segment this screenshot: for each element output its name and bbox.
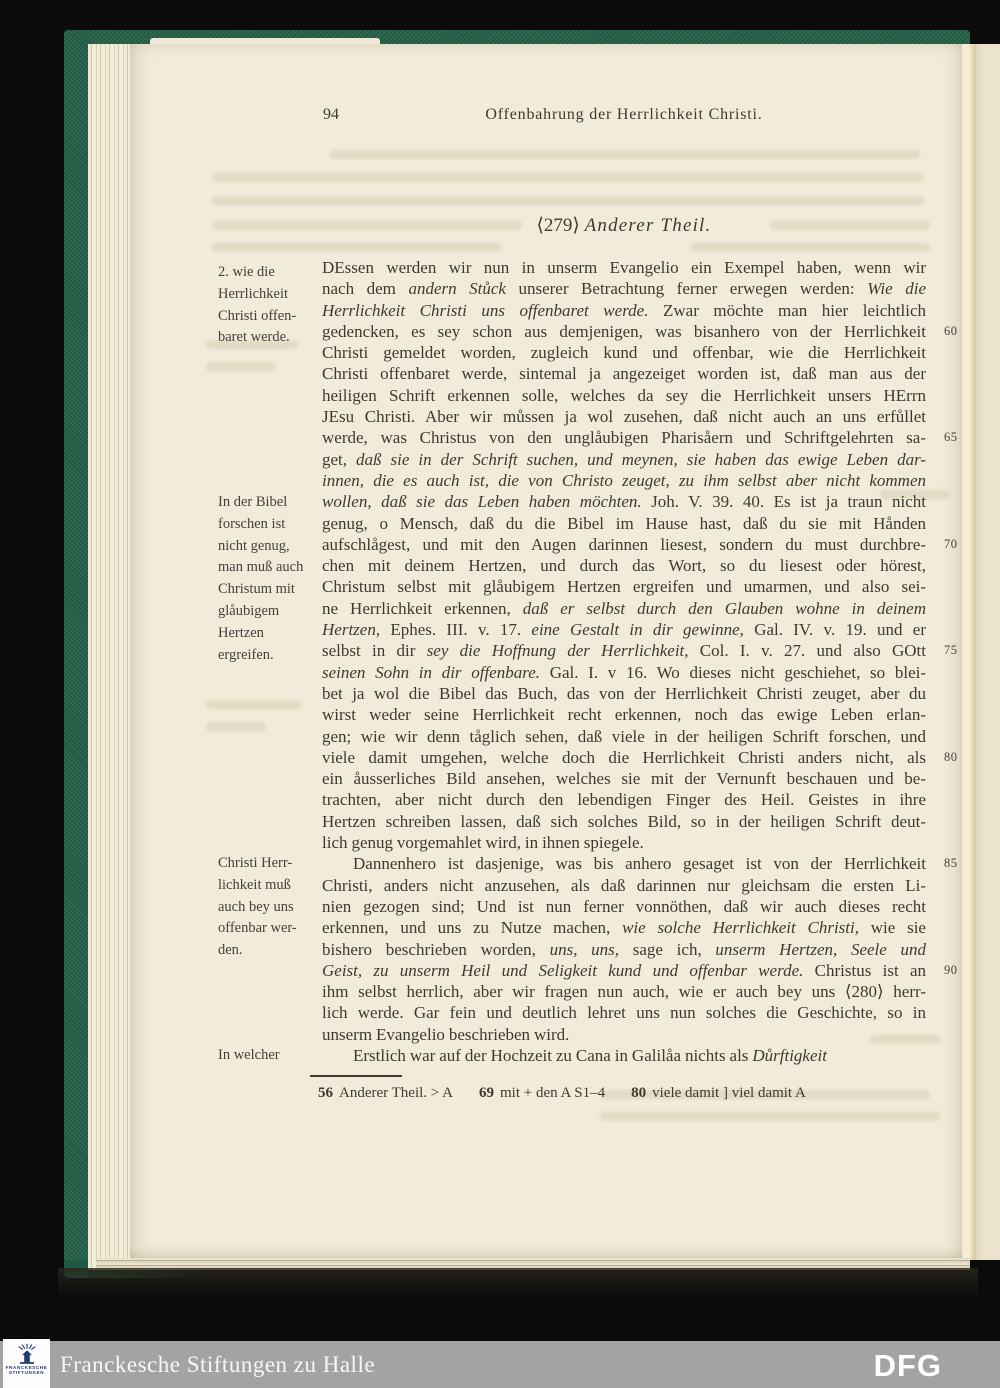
margin-note-line: den. bbox=[218, 942, 243, 959]
bleedthrough-smudge bbox=[690, 243, 930, 252]
margin-note bbox=[218, 262, 322, 349]
text-line: ne Herrlichkeit erkennen, daß er selbst durch den Glauben wohne in deinem bbox=[322, 598, 926, 618]
line-number: 70 bbox=[944, 536, 958, 551]
text-line: Christum selbst mit glåubigem Hertzen ergreifen und umarmen, und also sei- bbox=[322, 577, 926, 597]
section-title: Anderer Theil. bbox=[584, 215, 712, 236]
apparatus-entry: 69 mit + den A S1–4 bbox=[479, 1085, 606, 1101]
margin-note-line: man muß auch bbox=[218, 559, 304, 576]
text-line: bet ja wol die Bibel das Buch, das von der Herrlichkeit Christi zeuget, aber du bbox=[322, 683, 926, 703]
text-line: Christi, anders nicht anzusehen, als daß darinnen nur gleichsam die ersten Li- bbox=[322, 875, 926, 895]
margin-note bbox=[218, 492, 322, 666]
logo-text-line1: FRANCKESCHE bbox=[5, 1365, 48, 1370]
text-line: wirst weder seine Herrlichkeit recht erkennen, noch das ewige Leben erlan- bbox=[322, 705, 926, 725]
critical-apparatus bbox=[318, 1085, 938, 1102]
text-line: viele damit umgehen, welche doch die Herrlichkeit Christi anders nicht, als 80 bbox=[322, 747, 926, 768]
text-line: Herrlichkeit Christi uns offenbaret werde. Zwar möchte man hier leichtlich bbox=[322, 300, 926, 320]
book-gutter bbox=[962, 44, 978, 1260]
bleedthrough-smudge bbox=[600, 1112, 940, 1121]
logo-text-line2: STIFTUNGEN bbox=[8, 1370, 45, 1376]
text-line: heiligen Schrift erkennen solle, welches da sey die Herrlichkeit unsers HErrn bbox=[322, 385, 926, 405]
page-edge-stack bbox=[88, 44, 130, 1270]
text-line: innen, die es auch ist, die von Christo zeuget, zu ihm selbst aber nicht kommen bbox=[322, 470, 926, 490]
text-line: aufschlågest, und mit den Augen darinnen liesest, sondern du must durchbre- 70 bbox=[322, 534, 926, 555]
line-number: 60 bbox=[944, 323, 958, 338]
margin-note-line: baret werde. bbox=[218, 329, 290, 346]
text-line: ihm selbst herrlich, aber wir fragen nun auch, wie er auch bey uns ⟨280⟩ herr- bbox=[322, 982, 926, 1002]
text-line: nach dem andern Stůck unserer Betrachtung ferner erwegen werden: Wie die bbox=[322, 279, 926, 299]
text-line: Hertzen, Ephes. III. v. 17. eine Gestalt in dir gewinne, Gal. IV. v. 19. und er bbox=[322, 620, 926, 640]
margin-note-line: auch bey uns bbox=[218, 898, 294, 915]
text-line: nien gezogen sind; Und ist nun ferner vonnöthen, daß wir auch dieses recht bbox=[322, 896, 926, 916]
text-line: Christi offenbaret werde, sintemal ja angezeiget worden ist, daß man aus der bbox=[322, 364, 926, 384]
bleedthrough-smudge bbox=[206, 362, 276, 371]
page-number: 94 bbox=[323, 106, 339, 123]
margin-note-line: 2. wie die bbox=[218, 264, 275, 280]
text-line: Hertzen schreiben lassen, daß sich solches Bild, so in der heiligen Schrift deut- bbox=[322, 811, 926, 831]
margin-note-line: In welcher bbox=[218, 1047, 280, 1063]
text-line: genug, o Mensch, daß du die Bibel im Hause hast, daß du sie mit Hånden bbox=[322, 513, 926, 533]
margin-note bbox=[218, 1045, 322, 1067]
text-line: chen mit deinem Hertzen, und durch das Wort, so du liesest oder hörest, bbox=[322, 556, 926, 576]
text-line: bishero beschrieben worden, uns, uns, sage ich, unserm Hertzen, Seele und bbox=[322, 939, 927, 959]
text-line: DEssen werden wir nun in unserm Evangelio ein Exempel haben, wenn wir bbox=[322, 258, 926, 277]
viewer-bar bbox=[0, 1341, 1000, 1388]
bleedthrough-smudge bbox=[206, 722, 266, 731]
apparatus-line-ref: 80 bbox=[631, 1085, 647, 1101]
apparatus-line-ref: 56 bbox=[318, 1085, 333, 1101]
margin-note-line: nicht genug, bbox=[218, 537, 290, 554]
margin-note-line: Christum mit bbox=[218, 581, 295, 598]
margin-note-line: offenbar wer- bbox=[218, 920, 297, 937]
margin-note bbox=[218, 853, 322, 962]
eagle-sun-icon bbox=[13, 1341, 41, 1365]
dfg-logo[interactable]: DFG bbox=[873, 1348, 942, 1383]
text-line: trachten, aber nicht durch den lebendigen Finger des Heil. Geistes in ihre bbox=[322, 790, 926, 810]
text-line: lich genug vorgemahlet wird, in ihnen spiegele. bbox=[322, 833, 644, 853]
bleedthrough-smudge bbox=[212, 173, 924, 182]
text-line: Christi gemeldet worden, zugleich kund und offenbar, wie die Herrlichkeit bbox=[322, 343, 926, 363]
text-line: Geist, zu unserm Heil und Seligkeit kund und offenbar werde. Christus ist an 90 bbox=[322, 960, 926, 981]
text-line: Dannenhero ist dasjenige, was bis anhero gesaget ist von der Herrlichkeit 85 bbox=[322, 853, 926, 874]
bleedthrough-smudge bbox=[206, 700, 302, 709]
text-line: JEsu Christi. Aber wir můssen ja wol zusehen, daß nicht auch an uns erfůllet bbox=[322, 407, 926, 427]
text-line: gedencken, es sey schon aus demjenigen, was bisanhero von der Herrlichkeit 60 bbox=[322, 321, 926, 342]
text-line: get, daß sie in der Schrift suchen, und meynen, sie haben das ewige Leben dar- bbox=[322, 449, 927, 469]
text-line: gen; wie wir denn tåglich sehen, daß viele in der heiligen Schrift forschen, und bbox=[322, 726, 926, 746]
book-cover-spine bbox=[64, 30, 88, 1278]
text-line: werde, was Christus von den unglåubigen Pharisåern und Schriftgelehrten sa- 65 bbox=[322, 427, 926, 448]
text-block bbox=[322, 257, 958, 1066]
institution-name: Franckesche Stiftungen zu Halle bbox=[60, 1352, 376, 1377]
text-line: selbst in dir sey die Hoffnung der Herrlichkeit, Col. I. v. 27. und also GOtt 75 bbox=[322, 640, 926, 661]
section-page-marker: ⟨279⟩ bbox=[536, 215, 580, 236]
running-title: Offenbahrung der Herrlichkeit Christi. bbox=[485, 106, 763, 123]
text-line: ein åusserliches Bild ansehen, welches sie mit der Vernunft beschauen und be- bbox=[322, 769, 926, 789]
margin-note-line: Christi offen- bbox=[218, 307, 297, 324]
margin-note-line: Christi Herr- bbox=[218, 855, 293, 871]
margin-note-line: forschen ist bbox=[218, 515, 286, 532]
bleedthrough-smudge bbox=[212, 196, 924, 205]
line-number: 80 bbox=[944, 749, 958, 764]
book-page bbox=[130, 44, 968, 1260]
margin-note-line: In der Bibel bbox=[218, 494, 288, 510]
line-number: 85 bbox=[944, 856, 958, 871]
text-line: unserm Evangelio beschrieben wird. bbox=[322, 1024, 570, 1044]
text-line: lich werde. Gar fein und deutlich lehret uns nun solches die Geschichte, so in bbox=[322, 1003, 926, 1023]
section-heading bbox=[322, 214, 926, 237]
margin-note-line: glåubigem bbox=[218, 602, 280, 619]
text-line: seinen Sohn in dir offenbare. Gal. I. v 16. Wo dieses nicht geschiehet, so blei- bbox=[322, 662, 926, 682]
margin-note-line: ergreifen. bbox=[218, 646, 274, 663]
line-number: 75 bbox=[944, 643, 958, 658]
facing-page-edge bbox=[978, 44, 1000, 1260]
franckesche-stiftungen-logo[interactable] bbox=[3, 1339, 50, 1388]
apparatus-entry: 56 Anderer Theil. > A bbox=[318, 1085, 453, 1101]
bleedthrough-smudge bbox=[330, 150, 920, 159]
apparatus-line-ref: 69 bbox=[479, 1085, 494, 1101]
text-line: Erstlich war auf der Hochzeit zu Cana in Galilåa nichts als Důrftigkeit bbox=[353, 1045, 827, 1065]
text-line: erkennen, und uns zu Nutze machen, wie solche Herrlichkeit Christi, wie sie bbox=[322, 918, 926, 938]
line-number: 65 bbox=[944, 430, 958, 445]
apparatus-entry: 80 viele damit ] viel damit A bbox=[631, 1085, 806, 1101]
margin-note-line: Herrlichkeit bbox=[218, 285, 289, 302]
bleedthrough-smudge bbox=[212, 243, 502, 252]
margin-note-line: lichkeit muß bbox=[218, 876, 291, 893]
book-shadow bbox=[58, 1268, 978, 1298]
line-number: 90 bbox=[944, 962, 958, 977]
margin-note-line: Hertzen bbox=[218, 624, 264, 641]
apparatus-rule bbox=[310, 1075, 402, 1077]
text-line: wollen, daß sie das Leben haben möchten. Joh. V. 39. 40. Es ist ja traun nicht bbox=[322, 492, 926, 512]
